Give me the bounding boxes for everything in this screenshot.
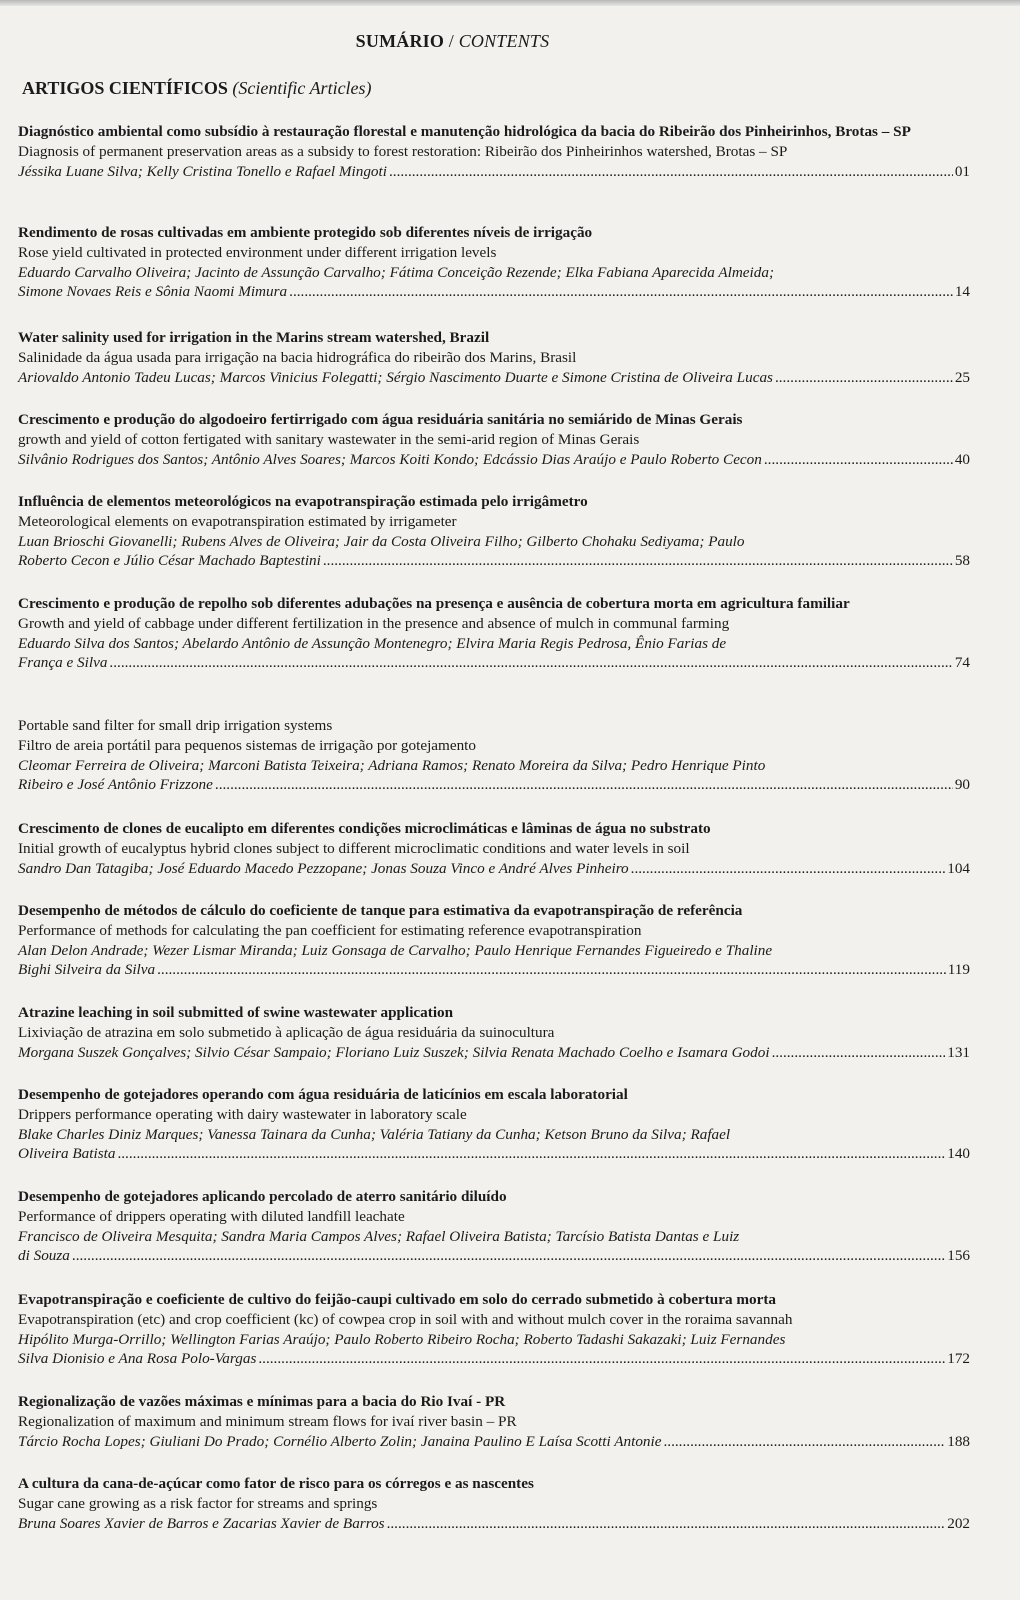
entry-page-number: 188 (947, 1432, 970, 1450)
entry-authors-line (18, 859, 970, 879)
entry-subtitle: Sugar cane growing as a risk factor for streams and springs (18, 1494, 378, 1512)
entry-subtitle: Performance of methods for calculating the pan coefficient for estimating reference evapotranspiration (18, 921, 642, 939)
dot-leader (72, 1246, 945, 1266)
entry-title: Crescimento e produção de repolho sob diferentes adubações na presença e ausência de cobertura morta em agricultura familiar (18, 595, 850, 612)
entry-authors-line (18, 551, 970, 571)
entry-authors: Eduardo Carvalho Oliveira; Jacinto de Assunção Carvalho; Fátima Conceição Rezende; Elka Fabiana Aparecida Almeida; (18, 263, 774, 281)
entry-authors-line (18, 1432, 970, 1452)
dot-leader (258, 1349, 945, 1369)
entry-page-number: 25 (954, 368, 970, 386)
entry-title: Desempenho de gotejadores operando com água residuária de laticínios em escala laboratorial (18, 1086, 628, 1103)
entry-authors: Bruna Soares Xavier de Barros e Zacarias Xavier de Barros (18, 1514, 385, 1532)
dot-leader (764, 450, 953, 470)
entry-page-number: 01 (954, 162, 970, 180)
entry-authors: Bighi Silveira da Silva (18, 961, 156, 979)
entry-subtitle: Salinidade da água usada para irrigação na bacia hidrográfica do ribeirão dos Marins, Brasil (18, 348, 577, 366)
entry-authors-line (18, 653, 970, 673)
dot-leader (157, 960, 946, 980)
entry-authors-line (18, 1043, 970, 1063)
entry-authors: Cleomar Ferreira de Oliveira; Marconi Batista Teixeira; Adriana Ramos; Renato Moreira da Silva; Pedro Henrique Pinto (18, 756, 766, 774)
section-bold: ARTIGOS CIENTÍFICOS (22, 78, 228, 98)
entry-title: Crescimento de clones de eucalipto em diferentes condições microclimáticas e lâminas de água no substrato (18, 820, 711, 837)
toc-entry[interactable] (18, 594, 970, 673)
entry-authors: Sandro Dan Tatagiba; José Eduardo Macedo Pezzopane; Jonas Souza Vinco e André Alves Pinheiro (18, 859, 629, 877)
entry-authors: Simone Novaes Reis e Sônia Naomi Mimura (18, 283, 288, 301)
entry-subtitle: Filtro de areia portátil para pequenos sistemas de irrigação por gotejamento (18, 736, 476, 754)
entry-authors: Blake Charles Diniz Marques; Vanessa Tainara da Cunha; Valéria Tatiany da Cunha; Ketson Bruno da Silva; Rafael (18, 1125, 731, 1143)
dot-leader (389, 162, 953, 182)
entry-page-number: 14 (954, 283, 970, 301)
entry-subtitle: Diagnosis of permanent preservation areas as a subsidy to forest restoration: Ribeirão dos Pinheirinhos watershed, Brotas – SP (18, 142, 788, 160)
entry-page-number: 58 (954, 552, 970, 570)
entry-subtitle: growth and yield of cotton fertigated with sanitary wastewater in the semi-arid region of Minas Gerais (18, 430, 640, 448)
toc-entry[interactable] (18, 1085, 970, 1164)
entry-authors-line (18, 1144, 970, 1164)
entry-page-number: 90 (954, 776, 970, 794)
heading-separator: / (444, 31, 459, 51)
entry-authors: Hipólito Murga-Orrillo; Wellington Farias Araújo; Paulo Roberto Ribeiro Rocha; Roberto Tadashi Sakazaki; Luiz Fernandes (18, 1330, 786, 1348)
page-heading (0, 31, 905, 52)
toc-entry[interactable] (18, 1392, 970, 1451)
dot-leader (289, 282, 953, 302)
dot-leader (631, 859, 946, 879)
entry-authors: Francisco de Oliveira Mesquita; Sandra Maria Campos Alves; Rafael Oliveira Batista; Tarcísio Batista Dantas e Luiz (18, 1227, 740, 1245)
entry-authors: França e Silva (18, 654, 108, 672)
entry-authors-line (18, 368, 970, 388)
entry-authors: Silvânio Rodrigues dos Santos; Antônio Alves Soares; Marcos Koiti Kondo; Edcássio Dias Araújo e Paulo Roberto Cecon (18, 450, 762, 468)
toc-entry[interactable] (18, 901, 970, 980)
dot-leader (215, 775, 953, 795)
dot-leader (117, 1144, 945, 1164)
entry-authors-line (18, 162, 970, 182)
entry-subtitle: Evapotranspiration (etc) and crop coefficient (kc) of cowpea crop in soil with and without mulch cover in the roraima savannah (18, 1310, 793, 1328)
toc-entry[interactable] (18, 492, 970, 571)
entry-authors: Tárcio Rocha Lopes; Giuliani Do Prado; Cornélio Alberto Zolin; Janaina Paulino E Laísa Scotti Antonie (18, 1432, 662, 1450)
entry-title: Regionalização de vazões máximas e mínimas para a bacia do Rio Ivaí - PR (18, 1393, 506, 1410)
entry-page-number: 104 (947, 859, 970, 877)
toc-entry[interactable] (18, 1474, 970, 1533)
entry-title: Rendimento de rosas cultivadas em ambiente protegido sob diferentes níveis de irrigação (18, 224, 593, 241)
entry-authors: Morgana Suszek Gonçalves; Silvio César Sampaio; Floriano Luiz Suszek; Silvia Renata Machado Coelho e Isamara Godoi (18, 1043, 770, 1061)
toc-entry[interactable] (18, 1003, 970, 1062)
entry-subtitle: Initial growth of eucalyptus hybrid clones subject to different microclimatic conditions and water levels in soil (18, 839, 690, 857)
entry-title: Atrazine leaching in soil submitted of swine wastewater application (18, 1004, 454, 1021)
entry-authors: Eduardo Silva dos Santos; Abelardo Antônio de Assunção Montenegro; Elvira Maria Regis Pedrosa, Ênio Farias de (18, 634, 727, 652)
section-italic: (Scientific Articles) (232, 78, 372, 98)
entry-page-number: 140 (947, 1145, 970, 1163)
entry-title: Portable sand filter for small drip irrigation systems (18, 717, 333, 734)
entry-page-number: 172 (947, 1350, 970, 1368)
entry-title: A cultura da cana-de-açúcar como fator de risco para os córregos e as nascentes (18, 1475, 534, 1492)
entry-authors-line (18, 1246, 970, 1266)
entry-authors: Ariovaldo Antonio Tadeu Lucas; Marcos Vinicius Folegatti; Sérgio Nascimento Duarte e Simone Cristina de Oliveira Lucas (18, 368, 773, 386)
dot-leader (775, 368, 953, 388)
entry-authors: Oliveira Batista (18, 1145, 116, 1163)
toc-entry[interactable] (18, 328, 970, 387)
entry-authors: Roberto Cecon e Júlio César Machado Baptestini (18, 552, 321, 570)
toc-entry[interactable] (18, 819, 970, 878)
entry-subtitle: Performance of drippers operating with diluted landfill leachate (18, 1207, 405, 1225)
dot-leader (663, 1432, 945, 1452)
entry-page-number: 202 (947, 1514, 970, 1532)
entry-authors-line (18, 1514, 970, 1534)
entry-subtitle: Drippers performance operating with dairy wastewater in laboratory scale (18, 1105, 467, 1123)
entry-authors-line (18, 282, 970, 302)
entry-subtitle: Rose yield cultivated in protected environment under different irrigation levels (18, 243, 497, 261)
entry-page-number: 40 (954, 450, 970, 468)
entry-subtitle: Lixiviação de atrazina em solo submetido à aplicação de água residuária da suinocultura (18, 1023, 555, 1041)
entry-authors: Silva Dionisio e Ana Rosa Polo-Vargas (18, 1350, 257, 1368)
dot-leader (323, 551, 953, 571)
entry-authors: Ribeiro e José Antônio Frizzone (18, 776, 213, 794)
toc-entry[interactable] (18, 716, 970, 795)
entry-subtitle: Regionalization of maximum and minimum stream flows for ivaí river basin – PR (18, 1412, 517, 1430)
dot-leader (109, 653, 952, 673)
toc-entry[interactable] (18, 223, 970, 302)
toc-entry[interactable] (18, 410, 970, 469)
entry-title: Evapotranspiração e coeficiente de cultivo do feijão-caupi cultivado em solo do cerrado submetido à cobertura morta (18, 1291, 777, 1308)
entry-page-number: 156 (947, 1247, 970, 1265)
entry-authors: Luan Brioschi Giovanelli; Rubens Alves de Oliveira; Jair da Costa Oliveira Filho; Gilberto Chohaku Sediyama; Paulo (18, 532, 745, 550)
dot-leader (772, 1043, 946, 1063)
dot-leader (387, 1514, 946, 1534)
entry-subtitle: Growth and yield of cabbage under different fertilization in the presence and absence of mulch in communal farming (18, 614, 730, 632)
entry-page-number: 131 (947, 1043, 970, 1061)
entry-subtitle: Meteorological elements on evapotranspiration estimated by irrigameter (18, 512, 457, 530)
entry-title: Crescimento e produção do algodoeiro fertirrigado com água residuária sanitária no semiárido de Minas Gerais (18, 411, 743, 428)
toc-entry[interactable] (18, 1290, 970, 1369)
entry-authors-line (18, 1349, 970, 1369)
entry-authors: di Souza (18, 1247, 70, 1265)
entry-title: Water salinity used for irrigation in the Marins stream watershed, Brazil (18, 329, 490, 346)
section-heading (22, 78, 372, 99)
heading-bold: SUMÁRIO (355, 31, 445, 51)
entry-page-number: 119 (947, 961, 970, 979)
heading-italic: CONTENTS (458, 31, 550, 51)
entry-title: Influência de elementos meteorológicos na evapotranspiração estimada pelo irrigâmetro (18, 493, 588, 510)
entry-authors-line (18, 775, 970, 795)
entry-authors: Alan Delon Andrade; Wezer Lismar Miranda; Luiz Gonsaga de Carvalho; Paulo Henrique Fernandes Figueiredo e Thaline (18, 941, 773, 959)
entry-title: Diagnóstico ambiental como subsídio à restauração florestal e manutenção hidrológica da bacia do Ribeirão dos Pinheirinhos, Brotas – SP (18, 123, 911, 140)
entry-authors-line (18, 450, 970, 470)
entry-title: Desempenho de métodos de cálculo do coeficiente de tanque para estimativa da evapotranspiração de referência (18, 902, 743, 919)
entry-title: Desempenho de gotejadores aplicando percolado de aterro sanitário diluído (18, 1188, 507, 1205)
entry-authors: Jéssika Luane Silva; Kelly Cristina Tonello e Rafael Mingoti (18, 162, 387, 180)
entry-authors-line (18, 960, 970, 980)
toc-entry[interactable] (18, 122, 970, 181)
toc-entry[interactable] (18, 1187, 970, 1266)
entry-page-number: 74 (954, 654, 970, 672)
